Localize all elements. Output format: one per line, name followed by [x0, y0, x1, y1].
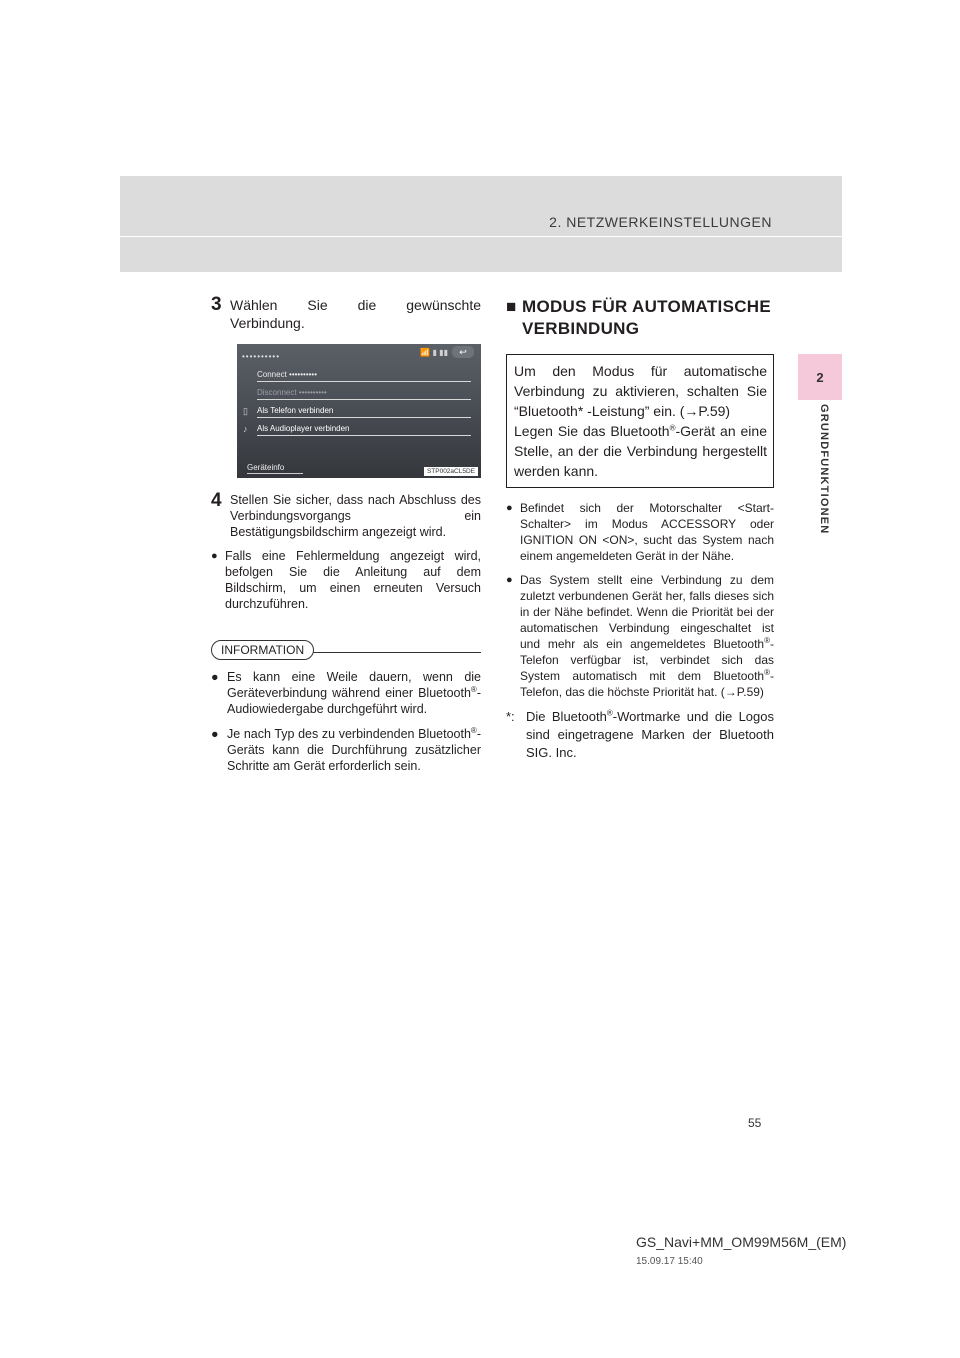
section-title: MODUS FÜR AUTOMATISCHE VERBINDUNG	[522, 297, 771, 338]
bullet-text: Befindet sich der Motorschalter <Start-Schalter> im Modus ACCESSORY oder IGNITION ON <ON>, sucht das System nach einem angemeldeten Gerät in der Nähe.	[520, 501, 774, 563]
screenshot-title: ••••••••••	[242, 352, 281, 361]
bullet-dot: ●	[211, 550, 218, 562]
footnote-text	[526, 708, 774, 762]
text-part: -Audiowiedergabe durchgeführt wird.	[227, 686, 481, 716]
step-3	[211, 296, 481, 332]
text-part: Legen Sie das Bluetooth	[514, 423, 670, 439]
step-number: 3	[211, 294, 222, 315]
registered-mark: ®	[764, 636, 770, 645]
screenshot-topbar	[242, 346, 476, 360]
information-item	[211, 726, 481, 774]
section-marker: ■	[506, 297, 517, 316]
connect-as-phone-option	[257, 406, 471, 418]
bullet-text: Falls eine Fehlermeldung angezeigt wird, befolgen Sie die Anleitung auf dem Bildschirm, um einen erneuten Versuch durchzuführen.	[225, 549, 481, 611]
intro-box	[506, 354, 774, 488]
bullet-dot: ●	[506, 574, 513, 586]
error-hint-bullet	[211, 548, 481, 612]
registered-mark: ®	[764, 668, 770, 677]
connect-option	[257, 370, 471, 382]
information-label: INFORMATION	[211, 640, 314, 660]
connect-as-audio-option	[257, 424, 471, 436]
text-part: -Geräts kann die Durchführung zusätzlicher Schritte am Gerät erforderlich sein.	[227, 727, 481, 773]
information-text	[227, 669, 481, 717]
back-icon: ↩	[452, 346, 474, 358]
registered-mark: ®	[470, 725, 477, 735]
text-part: -Gerät an eine Stelle, an der die Verbindung hergestellt werden kann.	[514, 423, 767, 479]
bullet-text	[520, 572, 774, 700]
header-title: 2. NETZWERKEINSTELLUNGEN	[549, 214, 772, 230]
disconnect-option	[257, 388, 471, 400]
text-part: Die Bluetooth	[526, 709, 607, 724]
step-text: Wählen Sie die gewünschte Verbindung.	[230, 297, 481, 331]
step-4	[211, 492, 481, 540]
section-heading	[506, 296, 774, 340]
registered-mark: ®	[470, 684, 477, 694]
footnote-mark: *:	[506, 709, 515, 724]
bullet-dot: ●	[211, 727, 219, 741]
phone-icon: ▯	[243, 406, 248, 416]
step-number: 4	[211, 490, 222, 511]
registered-mark: ®	[606, 708, 613, 718]
connection-screenshot	[237, 344, 481, 478]
header-band	[120, 176, 842, 272]
footer-underline	[247, 473, 303, 474]
information-text	[227, 726, 481, 774]
status-icons: 📶 ▮ ▮▮	[420, 348, 448, 357]
registered-mark: ®	[669, 423, 676, 433]
phone-option-label: Als Telefon verbinden	[257, 406, 334, 415]
header-divider	[120, 236, 842, 237]
device-info-label: Geräteinfo	[247, 463, 285, 472]
row-divider	[257, 435, 471, 436]
information-item	[211, 669, 481, 717]
text-part: -Wortmarke und die Logos sind eingetragene Marken der Bluetooth SIG. Inc.	[526, 709, 774, 760]
image-code: STP002aCL5DE	[424, 467, 478, 476]
step-text: Stellen Sie sicher, dass nach Abschluss des Verbindungsvorgangs ein Bestätigungsbildschirm angezeigt wird.	[230, 493, 481, 539]
left-column	[211, 296, 481, 774]
search-bullet	[506, 500, 774, 564]
intro-text-2	[514, 421, 767, 481]
row-divider	[257, 381, 471, 382]
connect-label: Connect ••••••••••	[257, 370, 318, 379]
text-part: -Telefon, das die höchste Priorität hat. (→P.59)	[520, 669, 774, 699]
document-code: GS_Navi+MM_OM99M56M_(EM)	[636, 1234, 847, 1250]
text-part: -Telefon verfügbar ist, verbindet sich das System automatisch mit dem Bluetooth	[520, 637, 774, 683]
priority-bullet	[506, 572, 774, 700]
bullet-dot: ●	[506, 502, 513, 514]
information-box	[211, 640, 481, 774]
intro-text-1: Um den Modus für automatische Verbindung zu aktivieren, schalten Sie “Bluetooth* -Leistung” ein. (→P.59)	[514, 363, 767, 419]
bullet-dot: ●	[211, 670, 219, 684]
music-icon: ♪	[243, 424, 248, 434]
page-number: 55	[748, 1116, 762, 1130]
right-column	[506, 296, 774, 762]
device-info-button	[247, 463, 303, 474]
row-divider	[257, 417, 471, 418]
chapter-tab	[798, 354, 842, 400]
document-date: 15.09.17 15:40	[636, 1256, 703, 1267]
audio-option-label: Als Audioplayer verbinden	[257, 424, 350, 433]
text-part: Das System stellt eine Verbindung zu dem zuletzt verbundenen Gerät her, falls dieses sich in der Nähe befindet. Wenn die Priorität bei der automatischen Verbindung eingeschaltet ist und mehr als ein angemeldetes Bluetooth	[520, 573, 774, 651]
row-divider	[257, 399, 471, 400]
chapter-number: 2	[816, 369, 824, 385]
chapter-label: GRUNDFUNKTIONEN	[818, 404, 830, 535]
trademark-footnote	[506, 708, 774, 762]
text-part: Es kann eine Weile dauern, wenn die Geräteverbindung während einer Bluetooth	[227, 670, 481, 700]
disconnect-label: Disconnect ••••••••••	[257, 388, 327, 397]
text-part: Je nach Typ des zu verbindenden Bluetooth	[227, 727, 471, 741]
